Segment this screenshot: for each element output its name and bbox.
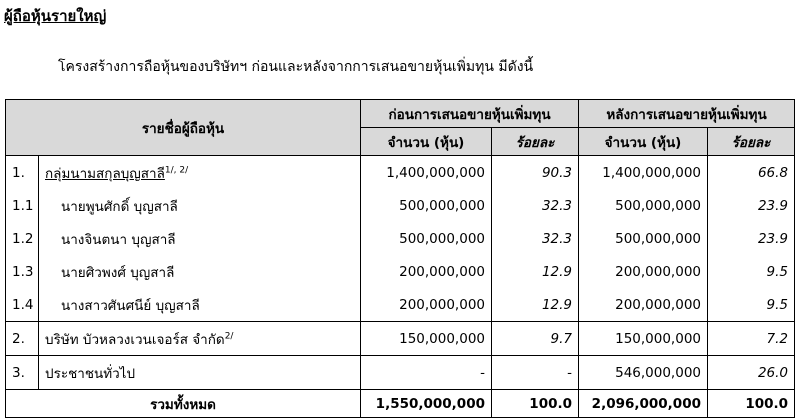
row-index: 1.	[6, 156, 39, 190]
total-after-shares: 2,096,000,000	[579, 390, 708, 418]
after-percent: 9.5	[708, 255, 795, 288]
col-header-after-percent: ร้อยละ	[708, 128, 795, 156]
intro-text: โครงสร้างการถือหุ้นของบริษัทฯ ก่อนและหลังจากการเสนอขายหุ้นเพิ่มทุน มีดังนี้	[58, 59, 534, 75]
after-shares: 500,000,000	[579, 222, 708, 255]
row-name: นายพูนศักดิ์ บุญสาลี	[39, 189, 361, 222]
row-name-cell	[39, 156, 361, 190]
table-row	[6, 255, 795, 288]
row-index: 2.	[6, 322, 39, 356]
before-percent: -	[492, 356, 579, 390]
table-row	[6, 322, 795, 356]
col-header-before-percent: ร้อยละ	[492, 128, 579, 156]
total-before-percent: 100.0	[492, 390, 579, 418]
before-shares: 500,000,000	[361, 222, 492, 255]
row-name: ประชาชนทั่วไป	[39, 356, 361, 390]
table-row	[6, 189, 795, 222]
col-group-after: หลังการเสนอขายหุ้นเพิ่มทุน	[579, 100, 795, 128]
after-shares: 546,000,000	[579, 356, 708, 390]
total-label: รวมทั้งหมด	[6, 390, 361, 418]
total-row	[6, 390, 795, 418]
total-before-shares: 1,550,000,000	[361, 390, 492, 418]
row-index: 3.	[6, 356, 39, 390]
before-percent: 9.7	[492, 322, 579, 356]
table-row	[6, 156, 795, 190]
row-index: 1.4	[6, 288, 39, 322]
col-header-name: รายชื่อผู้ถือหุ้น	[6, 100, 361, 156]
table-row	[6, 356, 795, 390]
before-percent: 12.9	[492, 255, 579, 288]
shareholder-table	[5, 99, 795, 418]
after-shares: 1,400,000,000	[579, 156, 708, 190]
row-name: กลุ่มนามสกุลบุญสาลี	[45, 165, 165, 182]
before-shares: 200,000,000	[361, 288, 492, 322]
after-shares: 500,000,000	[579, 189, 708, 222]
after-percent: 23.9	[708, 189, 795, 222]
before-shares: 1,400,000,000	[361, 156, 492, 190]
after-shares: 200,000,000	[579, 255, 708, 288]
row-name: นายศิวพงศ์ บุญสาลี	[39, 255, 361, 288]
row-name: บริษัท บัวหลวงเวนเจอร์ส จำกัด	[45, 331, 225, 348]
before-shares: 500,000,000	[361, 189, 492, 222]
before-shares: 200,000,000	[361, 255, 492, 288]
footnote-ref: 2/	[224, 331, 234, 341]
before-percent: 12.9	[492, 288, 579, 322]
after-percent: 23.9	[708, 222, 795, 255]
row-index: 1.2	[6, 222, 39, 255]
before-shares: -	[361, 356, 492, 390]
col-group-before: ก่อนการเสนอขายหุ้นเพิ่มทุน	[361, 100, 579, 128]
table-row	[6, 288, 795, 322]
after-percent: 9.5	[708, 288, 795, 322]
section-heading: ผู้ถือหุ้นรายใหญ่	[4, 7, 107, 25]
row-index: 1.3	[6, 255, 39, 288]
row-index: 1.1	[6, 189, 39, 222]
after-percent: 66.8	[708, 156, 795, 190]
col-header-before-shares: จำนวน (หุ้น)	[361, 128, 492, 156]
total-after-percent: 100.0	[708, 390, 795, 418]
after-shares: 200,000,000	[579, 288, 708, 322]
row-name: นางสาวศันศนีย์ บุญสาลี	[39, 288, 361, 322]
row-name-cell	[39, 322, 361, 356]
col-header-after-shares: จำนวน (หุ้น)	[579, 128, 708, 156]
before-percent: 90.3	[492, 156, 579, 190]
footnote-ref: 1/, 2/	[164, 165, 189, 175]
before-percent: 32.3	[492, 189, 579, 222]
table-row	[6, 222, 795, 255]
after-percent: 7.2	[708, 322, 795, 356]
before-shares: 150,000,000	[361, 322, 492, 356]
after-percent: 26.0	[708, 356, 795, 390]
row-name: นางจินตนา บุญสาลี	[39, 222, 361, 255]
before-percent: 32.3	[492, 222, 579, 255]
after-shares: 150,000,000	[579, 322, 708, 356]
